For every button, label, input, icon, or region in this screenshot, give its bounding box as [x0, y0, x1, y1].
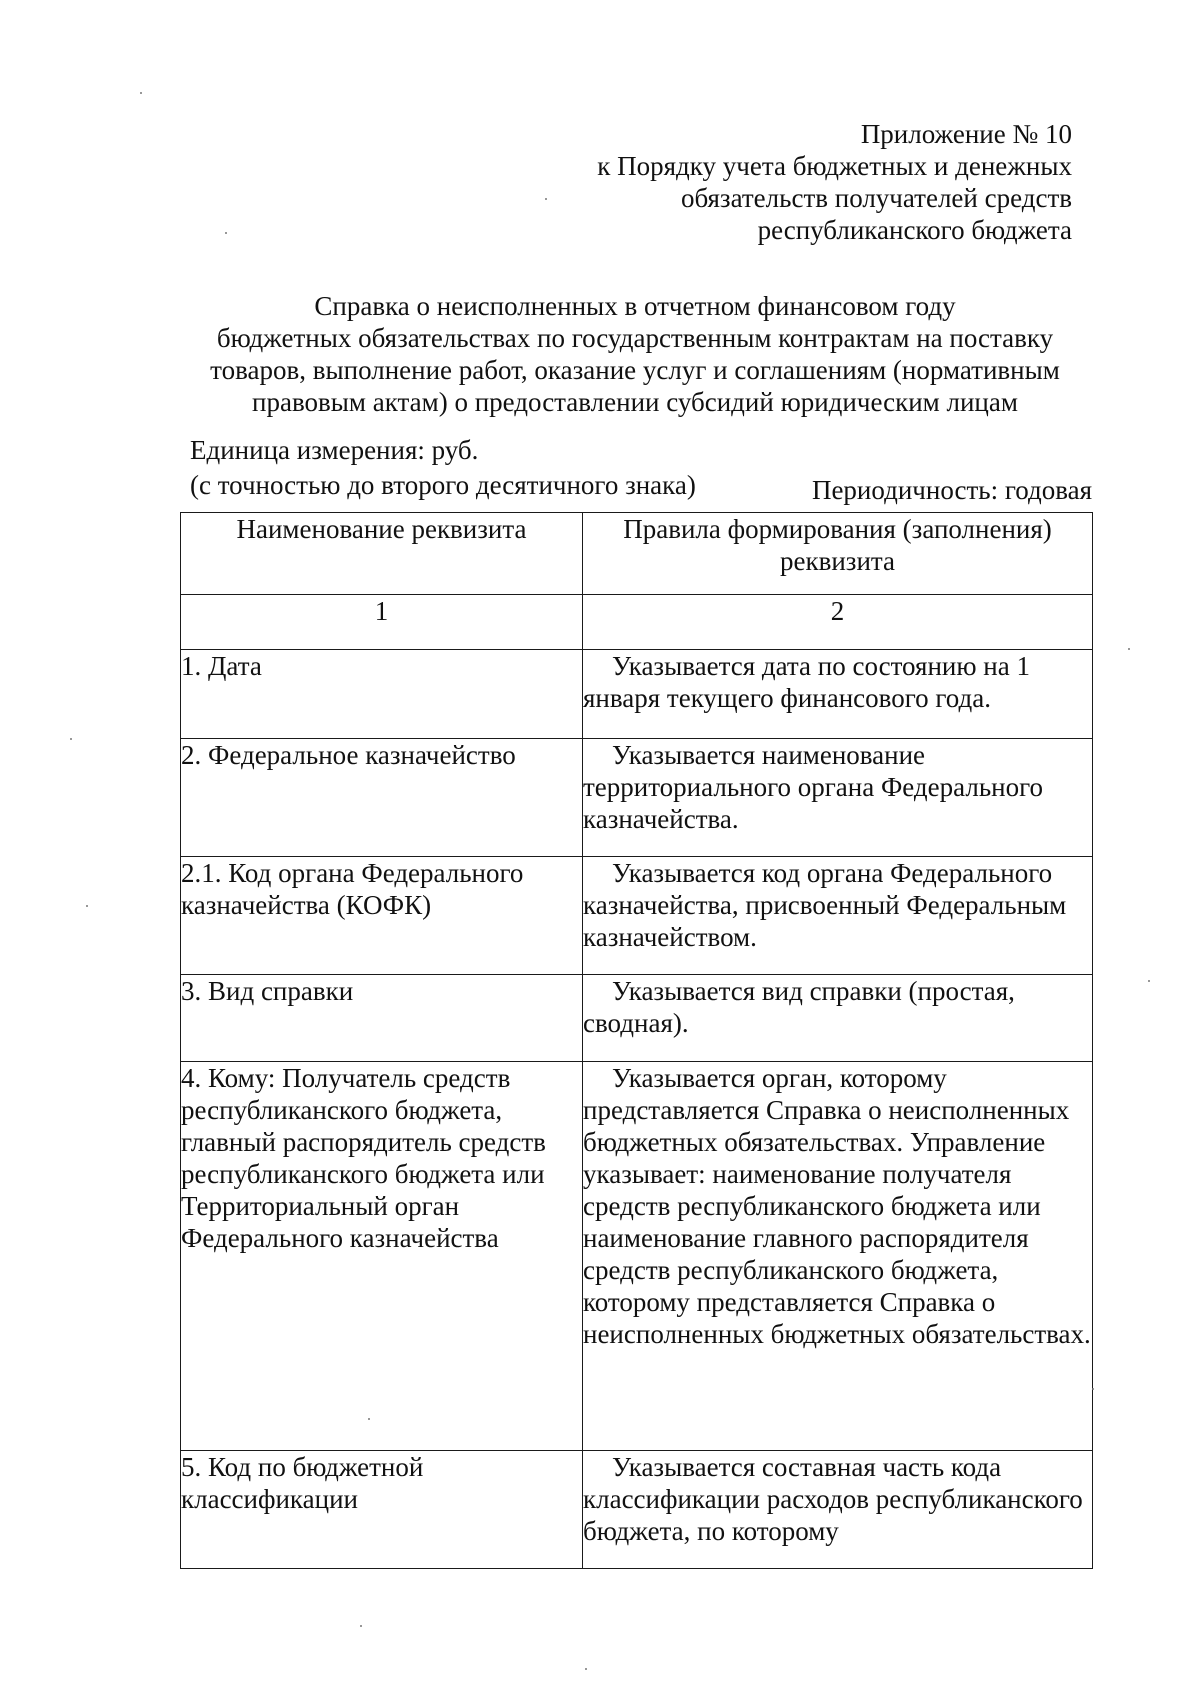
table-row	[181, 857, 1093, 975]
scan-speck	[225, 232, 227, 234]
appendix-number: Приложение № 10	[860, 119, 1072, 149]
scan-speck	[585, 1668, 587, 1670]
scan-speck	[86, 905, 88, 907]
requisite-rule: Указывается составная часть кода классификации расходов республиканского бюджета, по которому	[583, 1451, 1093, 1569]
requisite-name: 2. Федеральное казначейство	[181, 739, 583, 857]
requisite-rule: Указывается наименование территориального органа Федерального казначейства.	[583, 739, 1093, 857]
appendix-reference-line: к Порядку учета бюджетных и денежных	[597, 151, 1072, 181]
scan-speck	[1148, 980, 1150, 982]
requisite-name: 1. Дата	[181, 650, 583, 739]
table-header-row	[181, 513, 1093, 595]
requisite-name: 4. Кому: Получатель средств республиканского бюджета, главный распорядитель средств республиканского бюджета или Территориальный орган Федерального казначейства	[181, 1062, 583, 1451]
title-line: бюджетных обязательствах по государственным контрактам на поставку	[216, 323, 1054, 353]
periodicity: Периодичность: годовая	[811, 475, 1092, 505]
requisites-table	[180, 512, 1093, 1569]
table-row	[181, 650, 1093, 739]
scan-speck	[1128, 648, 1130, 650]
column-number: 2	[583, 595, 1093, 650]
table-row	[181, 1451, 1093, 1569]
table-row	[181, 1062, 1093, 1451]
title-line: правовым актам) о предоставлении субсидий юридическим лицам	[252, 387, 1018, 417]
document-title	[175, 290, 1095, 418]
scan-speck	[360, 1625, 362, 1627]
unit-of-measure: Единица измерения: руб.	[190, 435, 479, 465]
table-row	[181, 975, 1093, 1062]
requisite-rule: Указывается вид справки (простая, сводная).	[583, 975, 1093, 1062]
requisite-rule: Указывается орган, которому представляется Справка о неисполненных бюджетных обязательствах. Управление указывает: наименование получателя средств республиканского бюджета или наименование главного распорядителя средств республиканского бюджета, которому представляется Справка о неисполненных бюджетных обязательствах.	[583, 1062, 1093, 1451]
requisite-name: 5. Код по бюджетной классификации	[181, 1451, 583, 1569]
scan-speck	[545, 198, 547, 200]
title-line: Справка о неисполненных в отчетном финансовом году	[314, 291, 956, 321]
column-number-row	[181, 595, 1093, 650]
appendix-reference-line: обязательств получателей средств	[680, 183, 1072, 213]
column-number: 1	[181, 595, 583, 650]
scan-speck	[1092, 1388, 1094, 1390]
requisite-name: 2.1. Код органа Федерального казначейства (КОФК)	[181, 857, 583, 975]
header-cell-name: Наименование реквизита	[181, 513, 583, 595]
table-row	[181, 739, 1093, 857]
scan-speck	[70, 738, 72, 740]
appendix-reference-line: республиканского бюджета	[757, 215, 1072, 245]
header-cell-rules: Правила формирования (заполнения) реквизита	[583, 513, 1093, 595]
requisite-rule: Указывается код органа Федерального казначейства, присвоенный Федеральным казначейством.	[583, 857, 1093, 975]
scan-speck	[368, 1418, 370, 1420]
precision-note: (с точностью до второго десятичного знака)	[190, 470, 696, 500]
scan-speck	[140, 92, 142, 94]
appendix-block	[512, 118, 1072, 246]
title-line: товаров, выполнение работ, оказание услуг и соглашениям (нормативным	[210, 355, 1060, 385]
requisite-rule: Указывается дата по состоянию на 1 января текущего финансового года.	[583, 650, 1093, 739]
requisite-name: 3. Вид справки	[181, 975, 583, 1062]
